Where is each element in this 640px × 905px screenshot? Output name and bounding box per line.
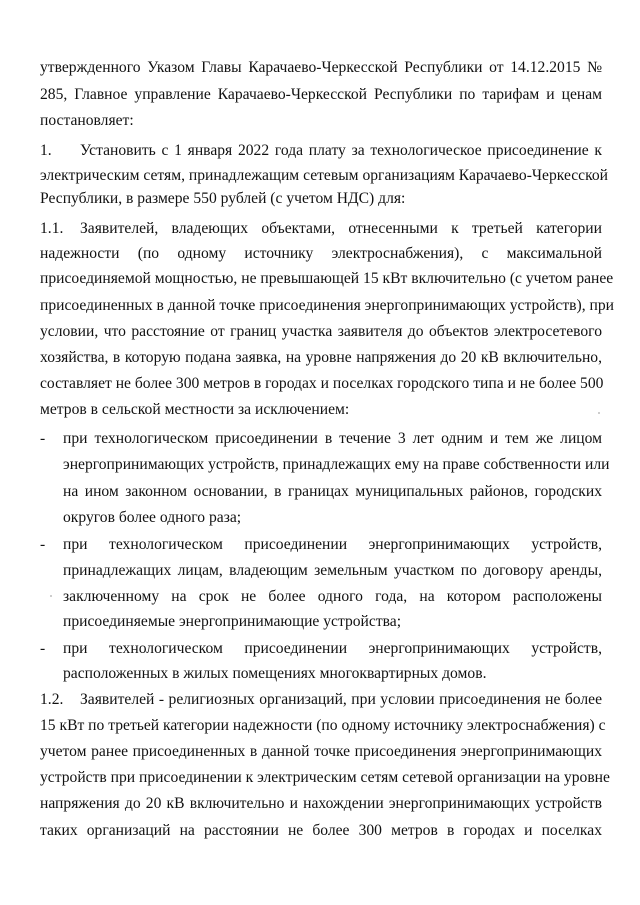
- list-dash: -: [40, 536, 46, 553]
- list-dash: -: [40, 430, 46, 447]
- item-1-1-line: надежности (по одному источнику электроснабжения), с максимальной: [40, 245, 602, 262]
- exception-line: заключенному на срок не более одного года, на котором расположены: [63, 588, 602, 605]
- item-1-line: Установить с 1 января 2022 года плату за технологическое присоединение к: [80, 142, 602, 159]
- item-1-line: Республики, в размере 550 рублей (с учетом НДС) для:: [40, 190, 406, 207]
- exception-line: расположенных в жилых помещениях многоквартирных домов.: [63, 665, 487, 682]
- item-1-2-line: Заявителей - религиозных организаций, при условии присоединения не более: [80, 691, 602, 708]
- scan-speck: [598, 412, 600, 414]
- item-number: 1.: [40, 142, 52, 159]
- item-1-2-line: таких организаций на расстоянии не более 300 метров в городах и поселках: [40, 822, 602, 839]
- exception-line: при технологическом присоединении в течение 3 лет одним и тем же лицом: [63, 430, 602, 447]
- item-1-1-line: присоединенных в данной точке присоединения энергопринимающих устройств), при: [40, 297, 614, 314]
- exception-line: при технологическом присоединении энергопринимающих устройств,: [63, 536, 602, 553]
- item-1-1-line: присоединяемой мощностью, не превышающей 15 кВт включительно (с учетом ранее: [40, 270, 614, 287]
- intro-line: 285, Главное управление Карачаево-Черкесской Республики по тарифам и ценам: [40, 86, 602, 103]
- exception-line: принадлежащих лицам, владеющим земельным участком по договору аренды,: [63, 562, 602, 579]
- intro-line: постановляет:: [40, 112, 134, 129]
- exception-line: округов более одного раза;: [63, 509, 242, 526]
- item-1-2-line: учетом ранее присоединенных в данной точке присоединения энергопринимающих: [40, 743, 602, 760]
- item-number: 1.1.: [40, 220, 64, 237]
- item-1-1-line: хозяйства, в которую подана заявка, на уровне напряжения до 20 кВ включительно,: [40, 349, 602, 366]
- item-1-1-line: метров в сельской местности за исключением:: [40, 401, 350, 418]
- exception-line: энергопринимающих устройств, принадлежащих ему на праве собственности или: [63, 456, 610, 473]
- item-1-2-line: устройств при присоединении к электрическим сетям сетевой организации на уровне: [40, 769, 610, 786]
- exception-line: при технологическом присоединении энергопринимающих устройств,: [63, 640, 602, 657]
- item-1-1-line: условии, что расстояние от границ участка заявителя до объектов электросетевого: [40, 323, 602, 340]
- item-1-2-line: напряжения до 20 кВ включительно и нахождении энергопринимающих устройств: [40, 795, 602, 812]
- item-1-line: электрическим сетям, принадлежащим сетевым организациям Карачаево-Черкесской: [40, 167, 609, 184]
- item-1-2-line: 15 кВт по третьей категории надежности (по одному источнику электроснабжения) с: [40, 717, 606, 734]
- item-1-1-line: составляет не более 300 метров в городах и поселках городского типа и не более 500: [40, 375, 604, 392]
- item-1-1-line: Заявителей, владеющих объектами, отнесенными к третьей категории: [80, 220, 602, 237]
- scan-speck: [50, 595, 52, 597]
- list-dash: -: [40, 640, 46, 657]
- item-number: 1.2.: [40, 691, 64, 708]
- exception-line: присоединяемые энергопринимающие устройства;: [63, 613, 402, 630]
- exception-line: на ином законном основании, в границах муниципальных районов, городских: [63, 483, 602, 500]
- intro-line: утвержденного Указом Главы Карачаево-Черкесской Республики от 14.12.2015 №: [40, 59, 602, 76]
